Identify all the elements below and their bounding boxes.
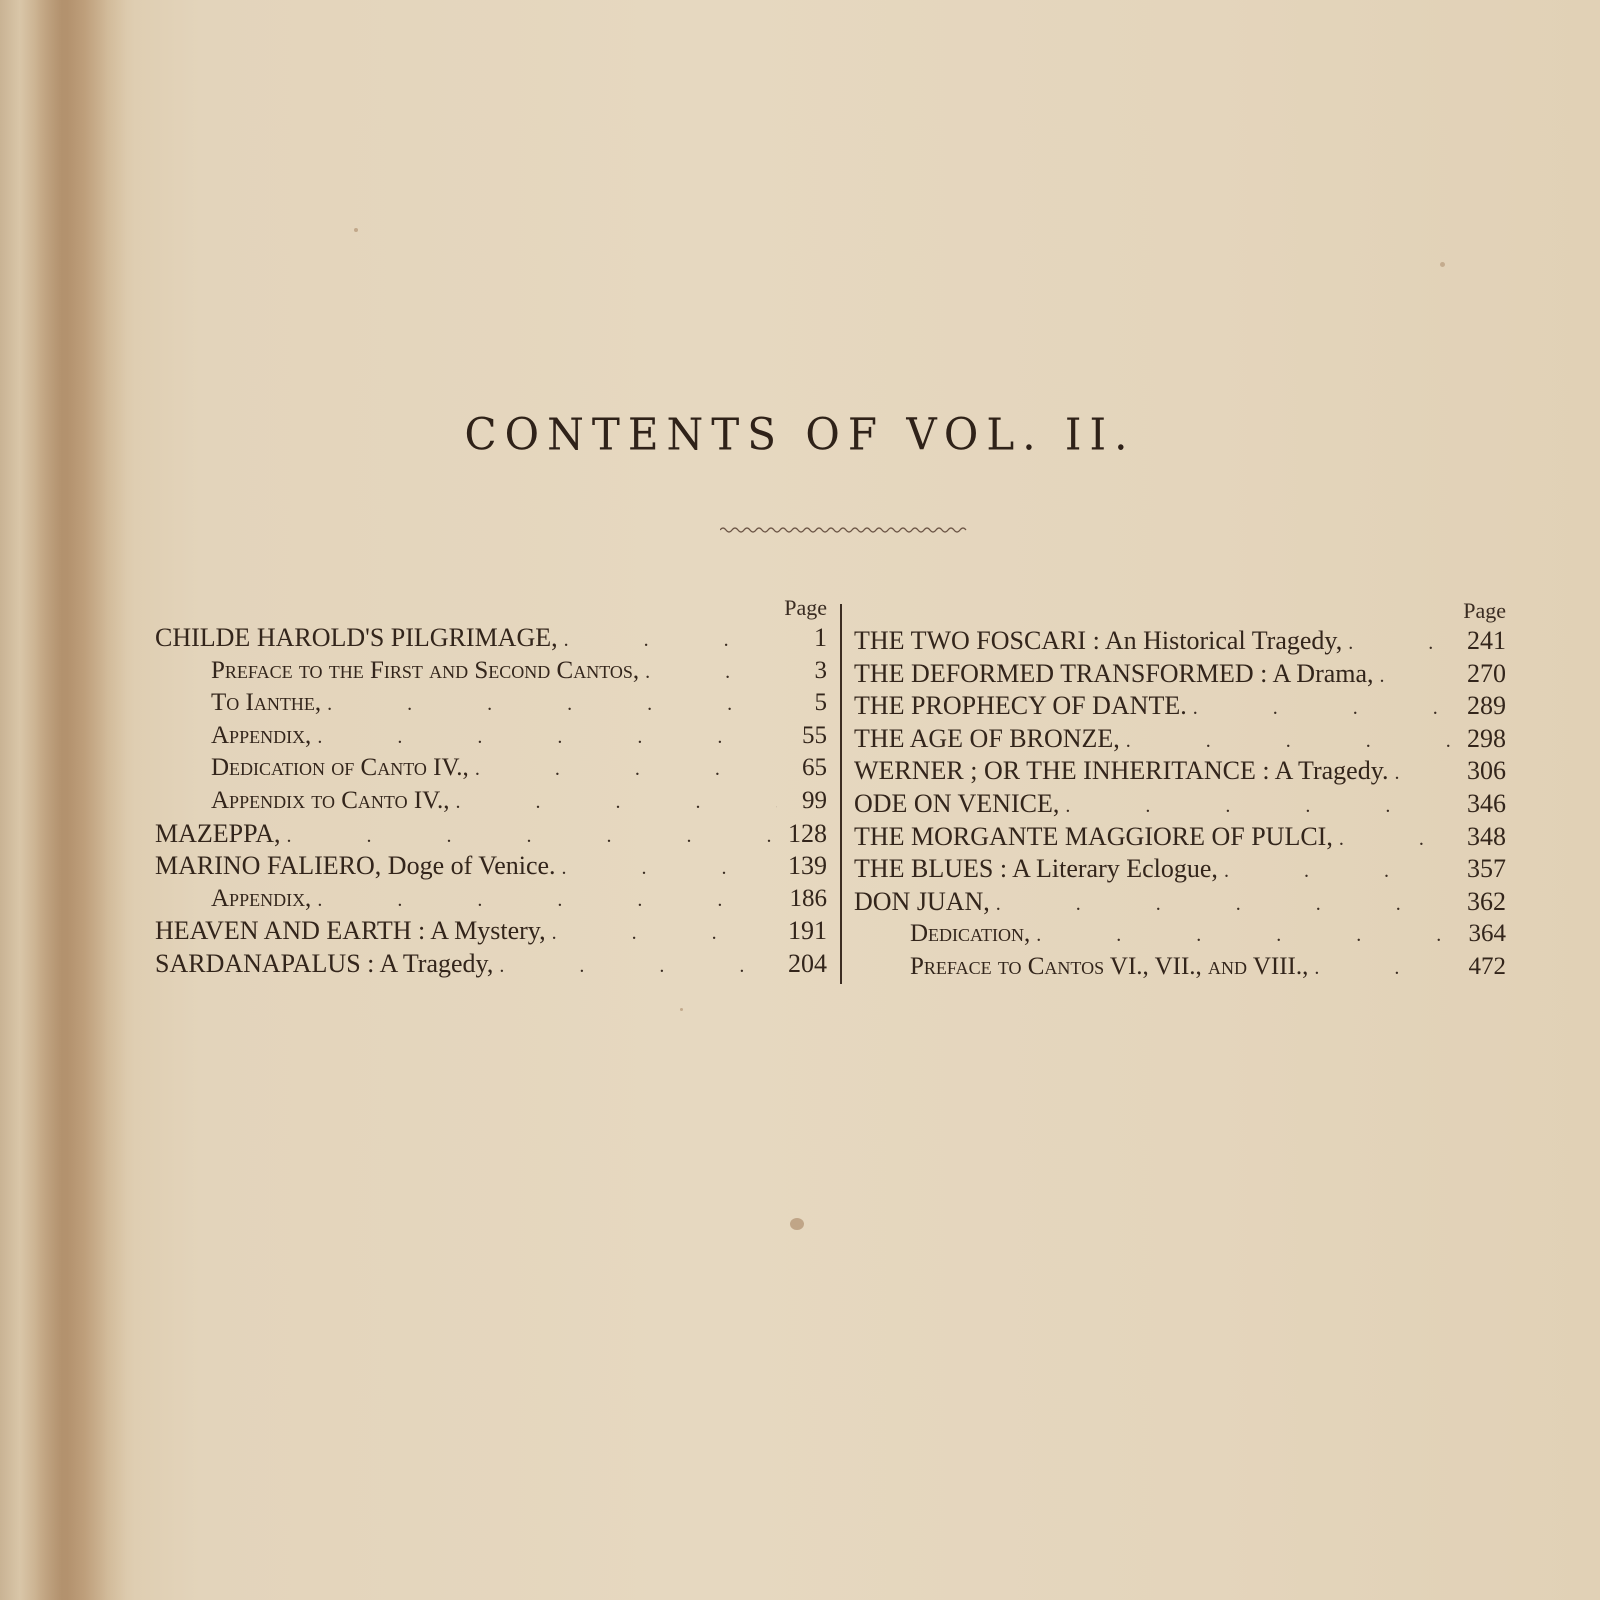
entry-page-number: 1 <box>814 623 827 652</box>
entry-title: MARINO FALIERO, Doge of Venice. <box>155 851 556 881</box>
dot-leader <box>469 752 777 786</box>
entry-page-number: 55 <box>802 721 827 749</box>
dot-leader <box>1030 918 1456 952</box>
dot-leader <box>1342 625 1456 660</box>
dot-leader <box>1187 690 1456 725</box>
contents-entry <box>155 883 831 916</box>
dot-leader <box>990 886 1456 921</box>
contents-entry <box>155 752 831 785</box>
entry-page-number: 298 <box>1467 723 1506 753</box>
contents-entry <box>854 951 1510 984</box>
entry-title: Dedication of Canto IV., <box>211 754 469 782</box>
paper-spot <box>680 1008 683 1011</box>
page-title: CONTENTS OF VOL. II. <box>464 408 1136 461</box>
dot-leader <box>321 687 777 721</box>
dot-leader <box>1059 788 1456 823</box>
entry-page-number: 348 <box>1467 821 1506 851</box>
contents-entry <box>155 850 831 883</box>
entry-title: HEAVEN AND EARTH : A Mystery, <box>155 916 546 946</box>
dot-leader <box>1308 951 1456 985</box>
dot-leader <box>311 883 777 917</box>
entry-page-number: 241 <box>1467 626 1506 655</box>
dot-leader <box>556 850 777 885</box>
contents-entry <box>155 655 831 688</box>
left-entries-list <box>155 622 831 981</box>
contents-entry <box>155 785 831 818</box>
page-gutter-shadow <box>36 0 126 1600</box>
entry-title: SARDANAPALUS : A Tragedy, <box>155 948 494 978</box>
entry-page-number: 362 <box>1467 886 1506 916</box>
entry-title: MAZEPPA, <box>155 818 281 848</box>
contents-entry <box>854 625 1510 658</box>
dot-leader <box>558 622 777 657</box>
entry-title: Preface to Cantos VI., VII., and VIII., <box>910 952 1309 980</box>
dot-leader <box>493 948 777 983</box>
contents-entry <box>155 948 831 981</box>
entry-title: Appendix, <box>211 884 312 912</box>
entry-title: DON JUAN, <box>854 886 990 916</box>
contents-entry <box>854 821 1510 854</box>
entry-title: THE MORGANTE MAGGIORE OF PULCI, <box>854 821 1333 851</box>
page-column-label: Page <box>784 595 827 620</box>
dot-leader <box>280 818 777 853</box>
contents-entry <box>854 690 1510 723</box>
entry-title: Dedication, <box>910 920 1031 948</box>
dot-leader <box>639 655 777 689</box>
entry-title: CHILDE HAROLD'S PILGRIMAGE, <box>155 623 558 652</box>
right-entries-list <box>854 625 1510 984</box>
entry-title: THE TWO FOSCARI : An Historical Tragedy, <box>854 626 1343 655</box>
entry-title: THE AGE OF BRONZE, <box>854 723 1120 753</box>
entry-page-number: 3 <box>814 656 827 684</box>
entry-page-number: 5 <box>814 689 827 717</box>
paper-spot <box>354 228 358 232</box>
dot-leader <box>1374 658 1456 693</box>
entry-page-number: 139 <box>788 851 827 881</box>
entry-title: Appendix, <box>211 721 312 749</box>
entry-title: Appendix to Canto IV., <box>211 786 450 814</box>
dot-leader <box>1389 755 1456 790</box>
entry-title: THE DEFORMED TRANSFORMED : A Drama, <box>854 658 1374 688</box>
entry-page-number: 191 <box>788 916 827 946</box>
contents-right-column <box>854 597 1510 984</box>
contents-entry <box>854 918 1510 951</box>
contents-entry <box>854 755 1510 788</box>
entry-page-number: 346 <box>1467 788 1506 818</box>
paper-spot <box>1440 262 1445 267</box>
contents-entry <box>854 853 1510 886</box>
entry-title: Preface to the First and Second Cantos, <box>211 656 640 684</box>
contents-entry <box>854 788 1510 821</box>
entry-title: WERNER ; OR THE INHERITANCE : A Tragedy. <box>854 756 1389 786</box>
contents-entry <box>854 723 1510 756</box>
entry-page-number: 357 <box>1467 854 1506 884</box>
entry-page-number: 364 <box>1468 920 1506 948</box>
dot-leader <box>449 785 777 819</box>
entry-page-number: 99 <box>802 786 827 814</box>
paper-spot <box>790 1218 804 1230</box>
entry-page-number: 306 <box>1467 756 1506 786</box>
entry-title: ODE ON VENICE, <box>854 788 1060 818</box>
entry-page-number: 65 <box>802 754 827 782</box>
entry-title: THE BLUES : A Literary Eclogue, <box>854 854 1218 884</box>
dot-leader <box>311 720 777 754</box>
entry-page-number: 204 <box>788 948 827 978</box>
dot-leader <box>1218 853 1456 888</box>
page-column-label: Page <box>1463 598 1506 623</box>
dot-leader <box>1120 723 1456 758</box>
entry-title: THE PROPHECY OF DANTE. <box>854 691 1187 721</box>
entry-page-number: 472 <box>1468 952 1506 980</box>
contents-left-column <box>155 594 831 981</box>
contents-entry <box>854 886 1510 919</box>
contents-entry <box>155 687 831 720</box>
contents-entry <box>155 622 831 655</box>
contents-entry <box>155 720 831 753</box>
entry-page-number: 186 <box>789 884 827 912</box>
dot-leader <box>546 915 777 950</box>
entry-title: To Ianthe, <box>211 689 322 717</box>
dot-leader <box>1333 821 1456 856</box>
contents-entry <box>155 818 831 851</box>
ornament-rule <box>720 524 970 536</box>
contents-entry <box>854 658 1510 691</box>
contents-entry <box>155 915 831 948</box>
entry-page-number: 270 <box>1467 658 1506 688</box>
entry-page-number: 128 <box>788 818 827 848</box>
column-divider <box>840 604 842 984</box>
entry-page-number: 289 <box>1467 691 1506 721</box>
